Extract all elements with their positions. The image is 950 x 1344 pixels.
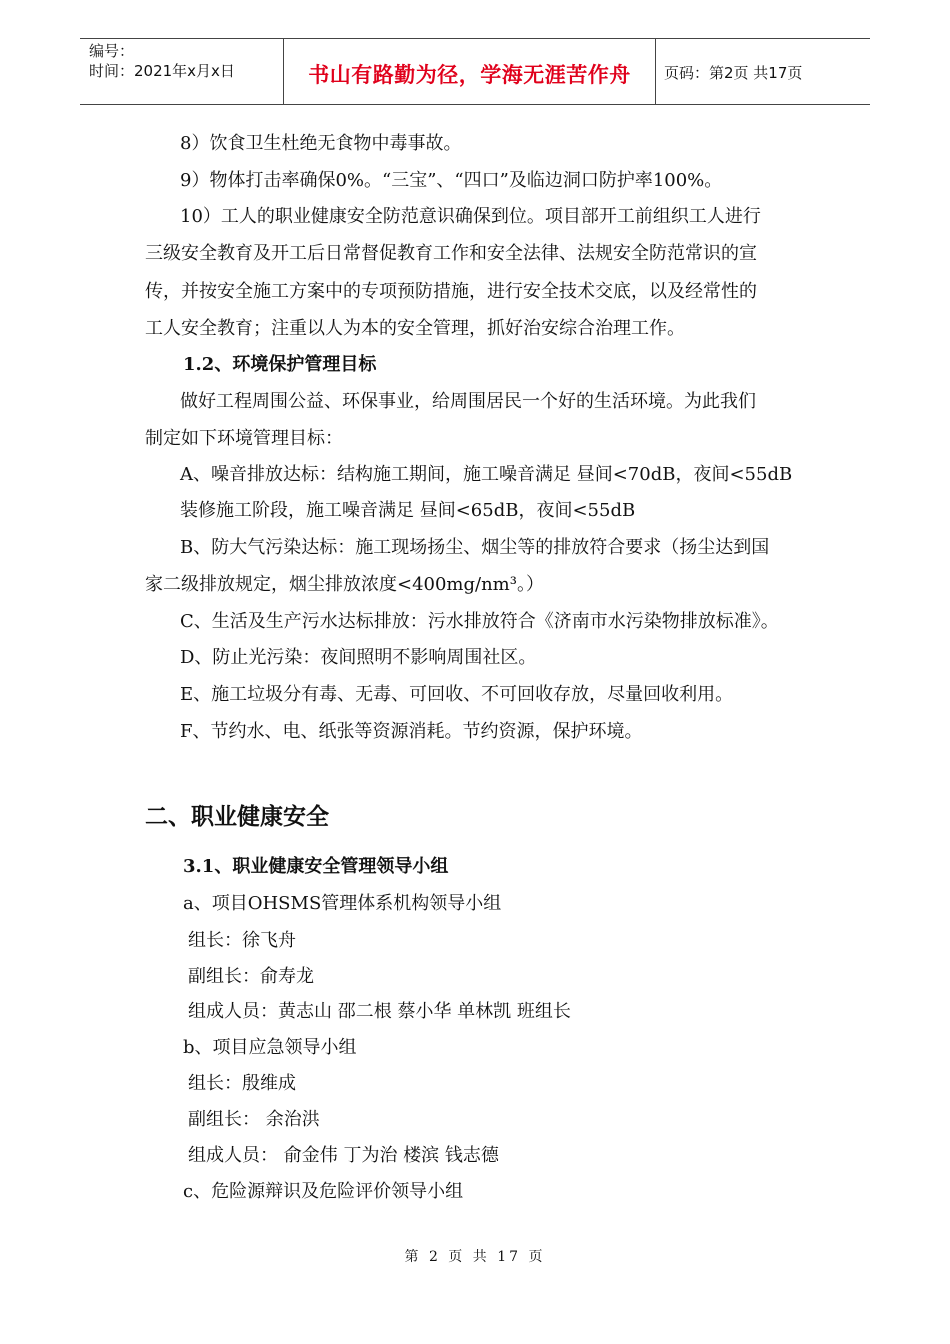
document-date: 时间：2021年x月x日 (89, 62, 235, 80)
group-a-members: 组成人员：黄志山 邵二根 蔡小华 单林凯 班组长 (188, 1001, 571, 1022)
goal-b-line1: B、防大气污染达标：施工现场扬尘、烟尘等的排放符合要求（扬尘达到国 (180, 537, 770, 558)
document-number-label: 编号： (89, 42, 135, 60)
header-motto: 书山有路勤为径，学海无涯苦作舟 (283, 39, 656, 104)
goal-d: D、防止光污染：夜间照明不影响周围社区。 (180, 647, 537, 668)
group-b-leader: 组长：殷维成 (188, 1073, 296, 1094)
group-b-deputy: 副组长： 余治洪 (188, 1109, 320, 1130)
group-a-deputy: 副组长：俞寿龙 (188, 966, 314, 987)
paragraph-item-10-line3: 传，并按安全施工方案中的专项预防措施，进行安全技术交底，以及经常性的 (145, 281, 757, 302)
header-left-cell (80, 39, 283, 104)
section-3-1-heading: 3.1、职业健康安全管理领导小组 (183, 856, 449, 877)
header-page-info: 页码：第2页 共17页 (664, 64, 803, 82)
goal-f: F、节约水、电、纸张等资源消耗。节约资源，保护环境。 (180, 721, 643, 742)
goal-e: E、施工垃圾分有毒、无毒、可回收、不可回收存放，尽量回收利用。 (180, 684, 734, 705)
goal-c: C、生活及生产污水达标排放：污水排放符合《济南市水污染物排放标准》。 (180, 611, 779, 632)
section-1-2-heading: 1.2、环境保护管理目标 (183, 354, 377, 375)
group-a-leader: 组长：徐飞舟 (188, 930, 296, 951)
section-1-2-intro-line1: 做好工程周围公益、环保事业，给周围居民一个好的生活环境。为此我们 (180, 391, 756, 412)
chapter-2-heading: 二、职业健康安全 (145, 803, 329, 830)
paragraph-item-10-line1: 10）工人的职业健康安全防范意识确保到位。项目部开工前组织工人进行 (180, 206, 761, 227)
page-footer-number: 第 2 页 共 17 页 (404, 1249, 546, 1265)
paragraph-item-10-line4: 工人安全教育；注重以人为本的安全管理，抓好治安综合治理工作。 (145, 318, 685, 339)
goal-a-line2: 装修施工阶段，施工噪音满足 昼间<65dB，夜间<55dB (180, 500, 636, 521)
paragraph-item-10-line2: 三级安全教育及开工后日常督促教育工作和安全法律、法规安全防范常识的宣 (145, 243, 757, 264)
group-b-title: b、项目应急领导小组 (183, 1037, 357, 1058)
paragraph-item-9: 9）物体打击率确保0%。“三宝”、“四口”及临边洞口防护率100%。 (180, 170, 723, 191)
goal-a-line1: A、噪音排放达标：结构施工期间，施工噪音满足 昼间<70dB，夜间<55dB (180, 464, 793, 485)
goal-b-line2: 家二级排放规定，烟尘排放浓度<400mg/nm³。） (145, 574, 544, 595)
group-c-title: c、危险源辩识及危险评价领导小组 (183, 1181, 464, 1202)
paragraph-item-8: 8）饮食卫生杜绝无食物中毒事故。 (180, 133, 462, 154)
group-b-members: 组成人员： 俞金伟 丁为治 楼滨 钱志德 (188, 1145, 499, 1166)
section-1-2-intro-line2: 制定如下环境管理目标： (145, 428, 343, 449)
page-header (80, 38, 870, 105)
group-a-title: a、项目OHSMS管理体系机构领导小组 (183, 893, 502, 914)
